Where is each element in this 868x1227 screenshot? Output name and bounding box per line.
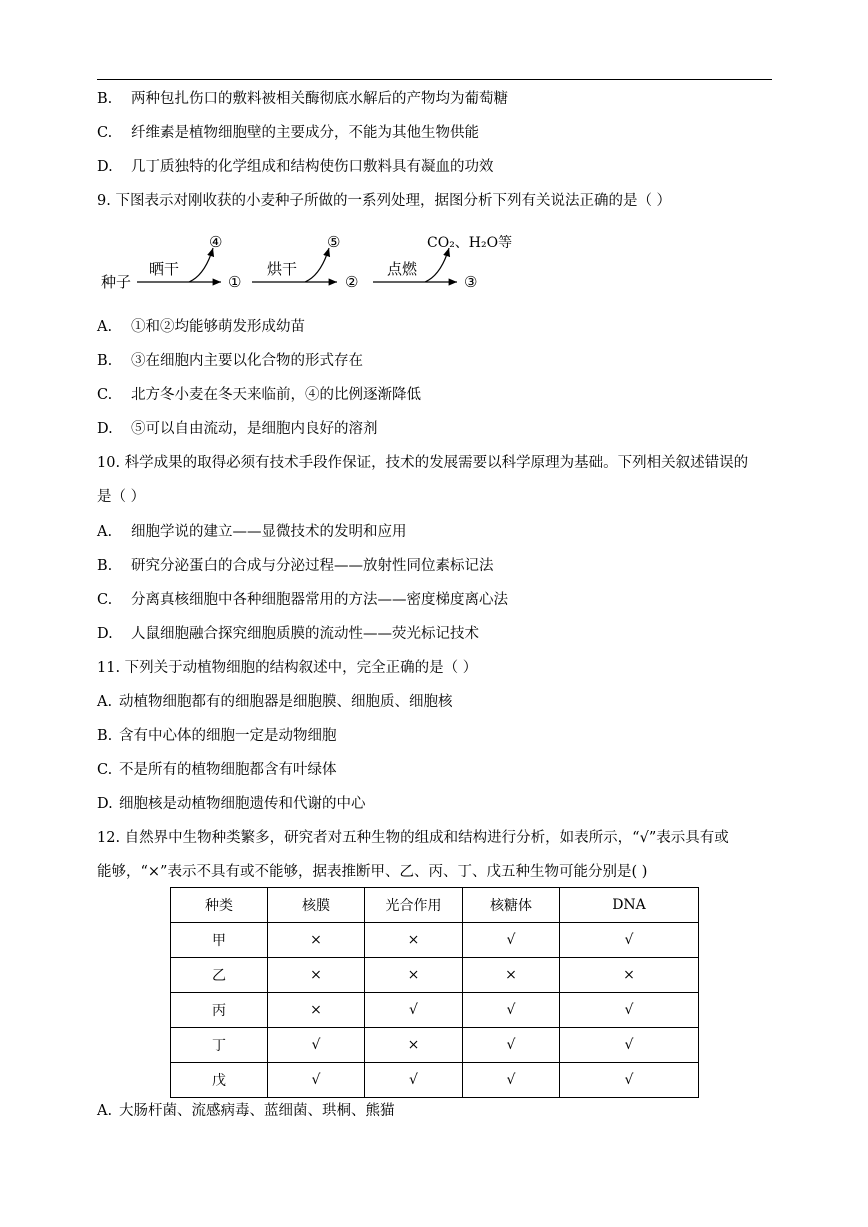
option-label: C. — [97, 387, 113, 403]
q9-process-diagram — [97, 230, 517, 300]
option-label: D. — [97, 159, 113, 175]
option-text: 大肠杆菌、流感病毒、蓝细菌、珙桐、熊猫 — [119, 1103, 395, 1119]
option-text: 不是所有的植物细胞都含有叶绿体 — [119, 762, 337, 778]
q11-option-d[interactable] — [97, 794, 366, 814]
option-text: 两种包扎伤口的敷料被相关酶彻底水解后的产物均为葡萄糖 — [131, 91, 508, 107]
q8-option-d[interactable] — [97, 157, 494, 177]
table-cell: √ — [365, 1063, 463, 1098]
q11-option-b[interactable] — [97, 726, 337, 746]
table-row — [171, 923, 699, 958]
q12-stem-line2: 能够，“×”表示不具有或不能够，据表推断甲、乙、丙、丁、戊五种生物可能分别是( ) — [97, 864, 648, 880]
q9-option-d[interactable] — [97, 419, 378, 439]
option-text: 人鼠细胞融合探究细胞质膜的流动性——荧光标记技术 — [131, 626, 479, 642]
option-label: C. — [97, 125, 113, 141]
table-header: 种类 — [171, 888, 268, 923]
option-text: ①和②均能够萌发形成幼苗 — [131, 319, 305, 335]
option-label: B. — [97, 558, 113, 574]
table-cell: 丙 — [171, 993, 268, 1028]
option-label: B. — [97, 353, 113, 369]
option-label: D. — [97, 421, 113, 437]
table-cell: 丁 — [171, 1028, 268, 1063]
table-cell: × — [560, 958, 699, 993]
diagram-seed-label: 种子 — [101, 273, 132, 291]
arrow-branch-4 — [189, 248, 213, 282]
diagram-node-4: ④ — [209, 233, 223, 251]
table-cell: √ — [560, 923, 699, 958]
option-text: 研究分泌蛋白的合成与分泌过程——放射性同位素标记法 — [131, 558, 494, 574]
table-cell: × — [268, 958, 365, 993]
option-label: C. — [97, 592, 113, 608]
option-label: D. — [97, 626, 113, 642]
table-cell: × — [365, 1028, 463, 1063]
q11-option-c[interactable] — [97, 760, 337, 780]
option-text: ⑤可以自由流动，是细胞内良好的溶剂 — [131, 421, 378, 437]
diagram-node-2: ② — [345, 273, 359, 291]
option-text: 含有中心体的细胞一定是动物细胞 — [119, 728, 337, 744]
option-text: 纤维素是植物细胞壁的主要成分，不能为其他生物供能 — [131, 125, 479, 141]
option-label: A. — [97, 524, 113, 540]
diagram-step1-label: 晒干 — [149, 260, 180, 278]
q12-stem-line1: 12. 自然界中生物种类繁多，研究者对五种生物的组成和结构进行分析，如表所示，“√”表示具有或 — [97, 830, 729, 846]
q10-option-b[interactable] — [97, 556, 494, 576]
table-row — [171, 993, 699, 1028]
option-text: 细胞核是动植物细胞遗传和代谢的中心 — [119, 796, 366, 812]
table-cell: × — [365, 923, 463, 958]
arrow-branch-5 — [305, 248, 329, 282]
q11-option-a[interactable] — [97, 692, 453, 712]
table-cell: √ — [463, 923, 560, 958]
table-cell: 戊 — [171, 1063, 268, 1098]
option-text: ③在细胞内主要以化合物的形式存在 — [131, 353, 363, 369]
q10-option-a[interactable] — [97, 522, 407, 542]
table-cell: 甲 — [171, 923, 268, 958]
q9-stem: 9. 下图表示对刚收获的小麦种子所做的一系列处理，据图分析下列有关说法正确的是（ ） — [97, 193, 672, 209]
option-label: D. — [97, 796, 113, 812]
option-label: A. — [97, 1103, 113, 1119]
diagram-step2-label: 烘干 — [267, 260, 298, 278]
arrow-branch-products — [425, 248, 449, 282]
q8-option-c[interactable] — [97, 123, 479, 143]
q12-option-a[interactable] — [97, 1101, 395, 1121]
table-header: 光合作用 — [365, 888, 463, 923]
table-cell: √ — [463, 993, 560, 1028]
table-cell: √ — [365, 993, 463, 1028]
q11-stem: 11. 下列关于动植物细胞的结构叙述中，完全正确的是（ ） — [97, 660, 478, 676]
option-text: 几丁质独特的化学组成和结构使伤口敷料具有凝血的功效 — [131, 159, 494, 175]
q12-organism-table — [170, 887, 699, 1098]
q10-stem-line2: 是（ ） — [97, 489, 146, 505]
q10-option-c[interactable] — [97, 590, 508, 610]
option-label: A. — [97, 694, 113, 710]
option-text: 细胞学说的建立——显微技术的发明和应用 — [131, 524, 407, 540]
option-text: 分离真核细胞中各种细胞器常用的方法——密度梯度离心法 — [131, 592, 508, 608]
table-cell: 乙 — [171, 958, 268, 993]
table-row — [171, 1028, 699, 1063]
table-cell: √ — [268, 1028, 365, 1063]
option-text: 北方冬小麦在冬天来临前，④的比例逐渐降低 — [131, 387, 421, 403]
table-cell: √ — [463, 1028, 560, 1063]
table-cell: √ — [560, 993, 699, 1028]
option-label: C. — [97, 762, 113, 778]
option-label: B. — [97, 91, 113, 107]
q10-stem-line1: 10. 科学成果的取得必须有技术手段作保证，技术的发展需要以科学原理为基础。下列相关叙述错误的 — [97, 455, 749, 471]
table-header-row — [171, 888, 699, 923]
diagram-step3-label: 点燃 — [387, 260, 418, 278]
q8-option-b[interactable] — [97, 89, 508, 109]
diagram-products-label: CO₂、H₂O等 — [427, 235, 513, 251]
diagram-node-3: ③ — [464, 273, 478, 291]
table-cell: √ — [560, 1063, 699, 1098]
table-cell: × — [365, 958, 463, 993]
diagram-node-5: ⑤ — [327, 233, 341, 251]
table-row — [171, 958, 699, 993]
table-row — [171, 1063, 699, 1098]
table-header: 核糖体 — [463, 888, 560, 923]
q9-option-b[interactable] — [97, 351, 363, 371]
table-header: DNA — [560, 888, 699, 923]
table-cell: × — [463, 958, 560, 993]
q9-option-c[interactable] — [97, 385, 421, 405]
q9-option-a[interactable] — [97, 317, 305, 337]
header-rule — [97, 79, 772, 80]
diagram-node-1: ① — [228, 273, 242, 291]
table-cell: √ — [268, 1063, 365, 1098]
table-cell: √ — [560, 1028, 699, 1063]
option-text: 动植物细胞都有的细胞器是细胞膜、细胞质、细胞核 — [119, 694, 453, 710]
option-label: B. — [97, 728, 113, 744]
option-label: A. — [97, 319, 113, 335]
q10-option-d[interactable] — [97, 624, 479, 644]
table-header: 核膜 — [268, 888, 365, 923]
table-cell: √ — [463, 1063, 560, 1098]
table-cell: × — [268, 993, 365, 1028]
table-cell: × — [268, 923, 365, 958]
